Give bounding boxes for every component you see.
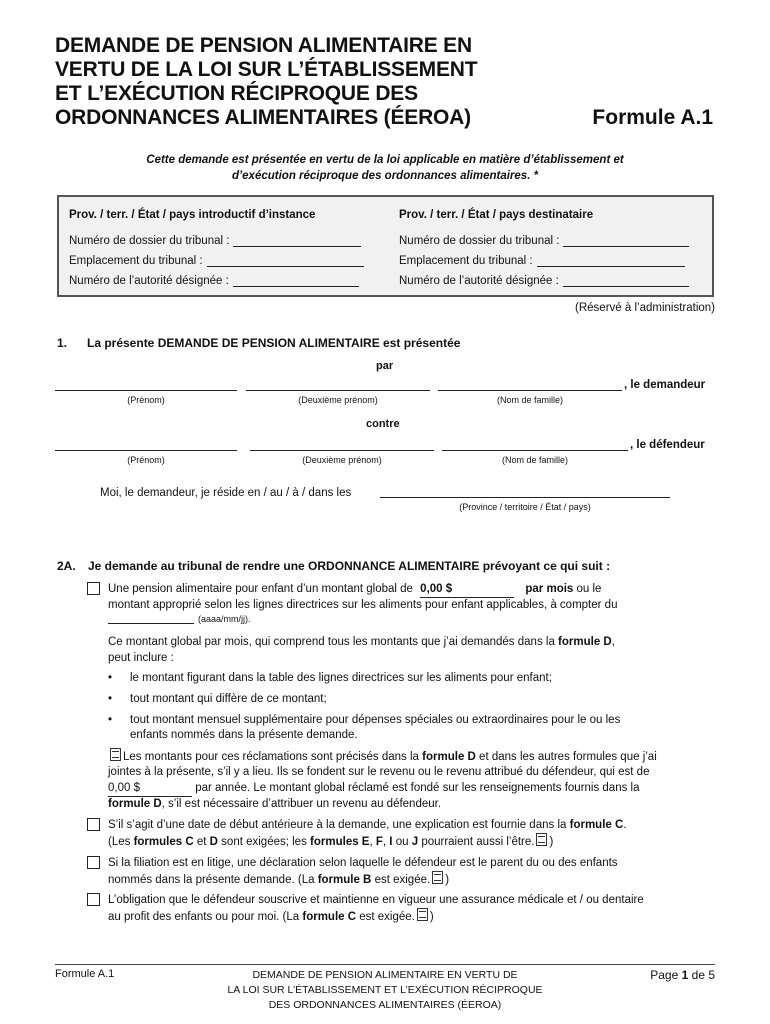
intro-note bbox=[100, 152, 670, 184]
applicant-middle-name-field[interactable] bbox=[246, 390, 430, 391]
section-1-number: 1. bbox=[57, 336, 68, 350]
bullet-item: le montant figurant dans la table des lignes directrices sur les aliments pour enfant; bbox=[130, 672, 552, 684]
middle-name-caption: (Deuxième prénom) bbox=[298, 395, 378, 405]
form-reference: J bbox=[411, 836, 419, 848]
bullet-dot: • bbox=[108, 714, 113, 726]
may-include-line-2: peut inclure : bbox=[108, 652, 174, 664]
destination-authority-number-row bbox=[399, 267, 709, 287]
text-span: et bbox=[196, 836, 207, 848]
form-reference: formule C bbox=[302, 911, 357, 923]
text-span: est exigée. bbox=[374, 874, 431, 886]
field-label: Emplacement du tribunal : bbox=[69, 255, 203, 267]
field-label: Numéro de dossier du tribunal : bbox=[399, 235, 560, 247]
last-name-caption: (Nom de famille) bbox=[501, 455, 568, 465]
title-line: ORDONNANCES ALIMENTAIRES (ÉEROA) bbox=[55, 106, 471, 129]
page-number: 1 bbox=[681, 968, 689, 982]
form-reference: D bbox=[209, 836, 218, 848]
form-document-icon bbox=[110, 748, 121, 761]
respondent-last-name-field[interactable] bbox=[442, 450, 628, 451]
origin-court-location-row bbox=[69, 247, 379, 267]
text-span: Page bbox=[650, 968, 679, 982]
insurance-checkbox[interactable] bbox=[87, 893, 100, 906]
parentage-checkbox[interactable] bbox=[87, 856, 100, 869]
text-span: est exigée. bbox=[359, 911, 415, 923]
text-span: par année. Le montant global réclamé est fondé sur les renseignements fournis dans la bbox=[195, 782, 640, 794]
destination-heading: Prov. / terr. / État / pays destinataire bbox=[399, 209, 594, 221]
amounts-paragraph-line-1 bbox=[108, 748, 657, 765]
text-span: de 5 bbox=[691, 968, 715, 982]
text-span: ou le bbox=[576, 583, 602, 595]
intro-line: d’exécution réciproque des ordonnances alimentaires. * bbox=[231, 170, 539, 182]
may-include-line-1: Ce montant global par mois, qui comprend tous les montants que j’ai demandés dans la formule D, bbox=[108, 636, 615, 648]
form-reference: I bbox=[389, 836, 393, 848]
respondent-suffix: , le défendeur bbox=[630, 439, 705, 451]
form-reference: formule D bbox=[108, 798, 162, 810]
applicant-first-name-field[interactable] bbox=[55, 390, 237, 391]
origin-authority-number-field[interactable] bbox=[233, 274, 359, 287]
form-reference: formule C bbox=[569, 819, 624, 831]
child-support-line-1 bbox=[108, 581, 601, 598]
monthly-amount-field[interactable]: 0,00 $ bbox=[420, 581, 514, 598]
text-span: Une pension alimentaire pour enfant d’un montant global de bbox=[108, 583, 413, 595]
parentage-line-1: Si la filiation est en litige, une déclaration selon laquelle le défendeur est le parent du ou des enfants bbox=[108, 857, 618, 869]
start-date-field[interactable] bbox=[108, 623, 194, 624]
applicant-last-name-field[interactable] bbox=[438, 390, 622, 391]
origin-jurisdiction-column bbox=[69, 209, 379, 287]
child-support-line-2: montant approprié selon les lignes directrices sur les aliments pour enfant applicables, à compter du bbox=[108, 599, 618, 611]
origin-file-number-row bbox=[69, 227, 379, 247]
insurance-line-2: au profit des enfants ou pour moi. (La formule C est exigée. ) bbox=[108, 908, 434, 925]
text-span: S’il s’agit d’une date de début antérieure à la demande, une explication est fournie dans la bbox=[108, 819, 567, 831]
bullet-dot: • bbox=[108, 672, 113, 684]
text-span: sont exigées; les bbox=[221, 836, 307, 848]
date-format-caption: (aaaa/mm/jj). bbox=[198, 614, 251, 624]
destination-file-number-field[interactable] bbox=[563, 234, 689, 247]
bullet-item-continued: enfants nommés dans la présente demande. bbox=[130, 729, 358, 741]
residence-field[interactable] bbox=[380, 497, 670, 498]
form-document-icon bbox=[536, 833, 547, 846]
form-reference: formule D bbox=[422, 751, 476, 763]
origin-authority-number-row bbox=[69, 267, 379, 287]
earlier-start-date-checkbox[interactable] bbox=[87, 818, 100, 831]
title-line: DEMANDE DE PENSION ALIMENTAIRE EN bbox=[55, 34, 472, 57]
par-label: par bbox=[376, 360, 394, 372]
text-span: Les montants pour ces réclamations sont précisés dans la bbox=[123, 751, 419, 763]
origin-court-location-field[interactable] bbox=[207, 254, 364, 267]
footer-divider bbox=[55, 964, 715, 965]
text-span: et dans les autres formules que j’ai bbox=[479, 751, 657, 763]
bullet-item: tout montant mensuel supplémentaire pour dépenses spéciales ou extraordinaires pour le ou les bbox=[130, 714, 621, 726]
footer-title-line: LA LOI SUR L’ÉTABLISSEMENT ET L’EXÉCUTION RÉCIPROQUE bbox=[227, 984, 543, 996]
field-label: Numéro de dossier du tribunal : bbox=[69, 235, 230, 247]
respondent-first-name-field[interactable] bbox=[55, 450, 237, 451]
amounts-paragraph-line-3 bbox=[108, 780, 640, 797]
form-reference: formules C bbox=[133, 836, 194, 848]
bullet-dot: • bbox=[108, 693, 113, 705]
text-span: Ce montant global par mois, qui comprend tous les montants que j’ai demandés dans la bbox=[108, 636, 555, 648]
reserved-note: (Réservé à l’administration) bbox=[575, 302, 715, 314]
form-label: Formule A.1 bbox=[592, 106, 713, 129]
footer-form-label: Formule A.1 bbox=[55, 968, 115, 980]
field-label: Emplacement du tribunal : bbox=[399, 255, 533, 267]
administration-box bbox=[57, 195, 714, 297]
destination-jurisdiction-column bbox=[399, 209, 709, 287]
origin-file-number-field[interactable] bbox=[233, 234, 361, 247]
earlier-start-line-2: (Les formules C et D sont exigées; les formules E, F, I ou J pourraient aussi l’être. ) bbox=[108, 833, 553, 850]
form-reference: formule B bbox=[317, 874, 372, 886]
section-2a-heading: Je demande au tribunal de rendre une ORDONNANCE ALIMENTAIRE prévoyant ce qui suit : bbox=[88, 559, 611, 573]
per-month-label: par mois bbox=[525, 583, 574, 595]
form-document-icon bbox=[432, 871, 443, 884]
earlier-start-line-1: S’il s’agit d’une date de début antérieure à la demande, une explication est fournie dans la formule C. bbox=[108, 819, 627, 831]
title-line: ET L’EXÉCUTION RÉCIPROQUE DES bbox=[55, 82, 418, 105]
residence-text: Moi, le demandeur, je réside en / au / à / dans les bbox=[100, 487, 352, 499]
text-span: au profit des enfants ou pour moi. (La bbox=[108, 911, 300, 923]
destination-file-number-row bbox=[399, 227, 709, 247]
text-span: ou bbox=[395, 836, 409, 848]
page-indicator bbox=[650, 968, 715, 982]
destination-court-location-field[interactable] bbox=[537, 254, 685, 267]
amounts-paragraph-line-2: jointes à la présente, s’il y a lieu. Ils se fondent sur le revenu ou le revenu attribué du défendeur, qui est de bbox=[108, 766, 650, 778]
first-name-caption: (Prénom) bbox=[127, 395, 165, 405]
amounts-paragraph-line-4 bbox=[108, 796, 441, 812]
income-amount-field[interactable]: 0,00 $ bbox=[108, 780, 192, 797]
section-2a-number: 2A. bbox=[57, 559, 76, 573]
form-document-icon bbox=[417, 908, 428, 921]
text-span: (Les bbox=[108, 836, 131, 848]
field-label: Numéro de l’autorité désignée : bbox=[69, 275, 229, 287]
contre-label: contre bbox=[366, 418, 400, 430]
parentage-line-2: nommés dans la présente demande. (La formule B est exigée. ) bbox=[108, 871, 449, 888]
text-span: , s’il est nécessaire d’attribuer un revenu au défendeur. bbox=[161, 798, 442, 810]
residence-caption: (Province / territoire / État / pays) bbox=[459, 502, 591, 512]
form-reference: formules E bbox=[310, 836, 370, 848]
document-title bbox=[55, 34, 525, 130]
form-reference: formule D bbox=[558, 636, 612, 648]
footer-document-title bbox=[160, 968, 610, 1013]
applicant-suffix: , le demandeur bbox=[624, 379, 706, 391]
child-support-checkbox[interactable] bbox=[87, 582, 100, 595]
destination-court-location-row bbox=[399, 247, 709, 267]
text-span: pourraient aussi l’être. bbox=[421, 836, 535, 848]
origin-heading: Prov. / terr. / État / pays introductif d’instance bbox=[69, 209, 316, 221]
footer-title-line: DES ORDONNANCES ALIMENTAIRES (ÉEROA) bbox=[268, 999, 502, 1011]
bullet-item: tout montant qui diffère de ce montant; bbox=[130, 693, 327, 705]
field-label: Numéro de l’autorité désignée : bbox=[399, 275, 559, 287]
form-reference: F bbox=[375, 836, 383, 848]
middle-name-caption: (Deuxième prénom) bbox=[302, 455, 382, 465]
destination-authority-number-field[interactable] bbox=[563, 274, 689, 287]
last-name-caption: (Nom de famille) bbox=[496, 395, 563, 405]
footer-title-line: DEMANDE DE PENSION ALIMENTAIRE EN VERTU DE bbox=[252, 969, 518, 981]
first-name-caption: (Prénom) bbox=[127, 455, 165, 465]
intro-line: Cette demande est présentée en vertu de la loi applicable en matière d’établissement et bbox=[146, 154, 624, 166]
respondent-middle-name-field[interactable] bbox=[250, 450, 434, 451]
title-line: VERTU DE LA LOI SUR L’ÉTABLISSEMENT bbox=[55, 58, 478, 81]
insurance-line-1: L’obligation que le défendeur souscrive et maintienne en vigueur une assurance médicale et / ou dentaire bbox=[108, 894, 644, 906]
text-span: nommés dans la présente demande. (La bbox=[108, 874, 315, 886]
section-1-heading: La présente DEMANDE DE PENSION ALIMENTAIRE est présentée bbox=[87, 336, 461, 350]
